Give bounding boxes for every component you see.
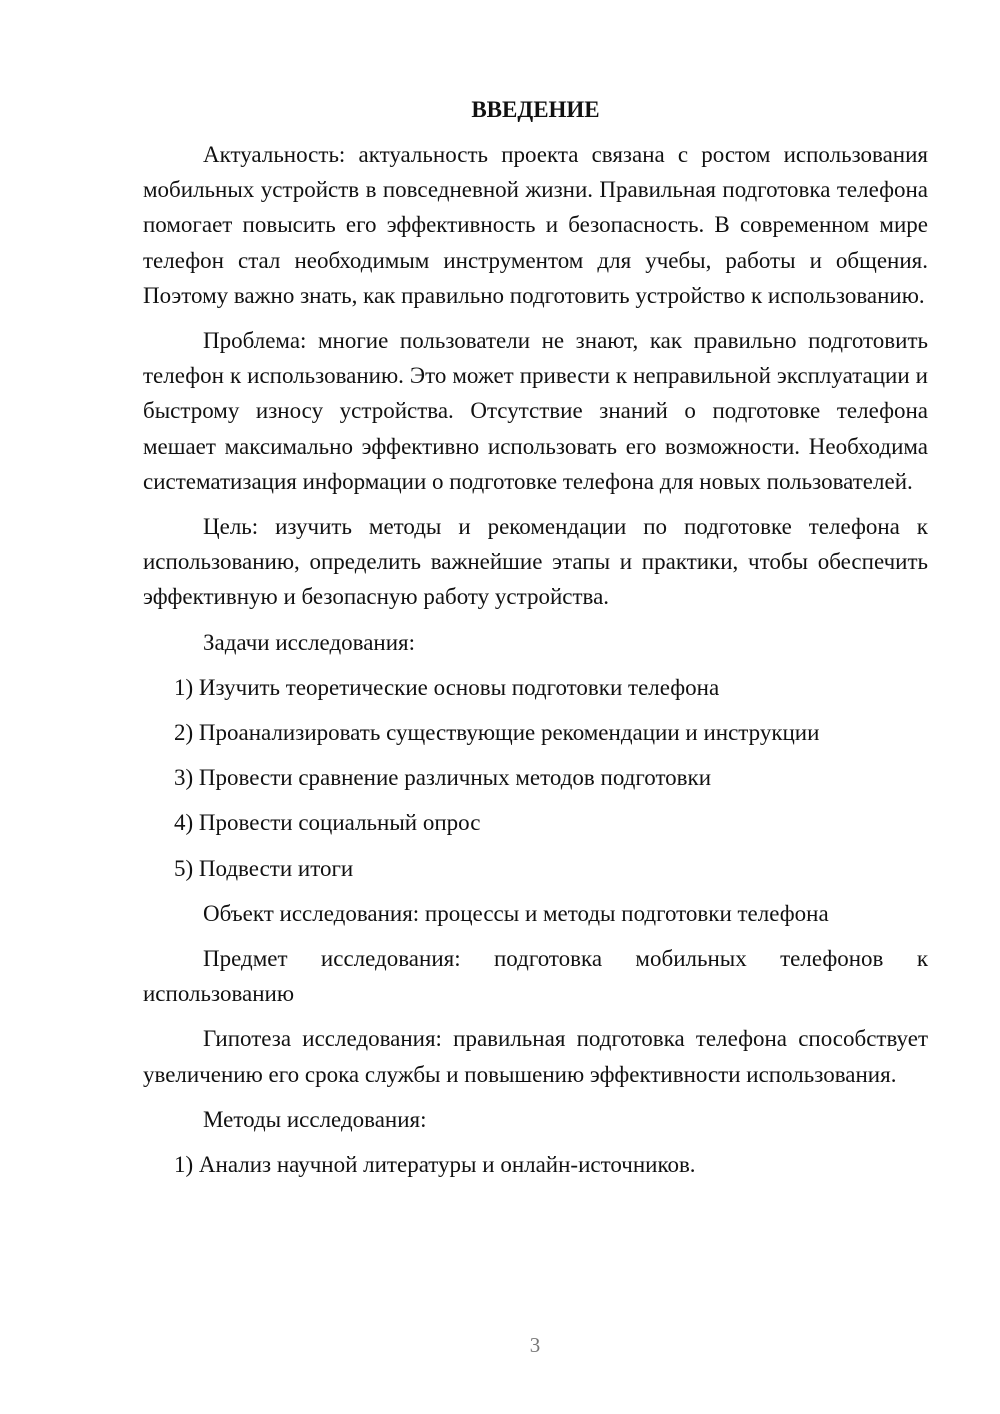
subject-paragraph: Предмет исследования: подготовка мобильных телефонов к использованию xyxy=(143,946,928,1007)
document-page xyxy=(143,92,928,1192)
tasks-title: Задачи исследования: xyxy=(203,629,416,655)
task-item: 3) Провести сравнение различных методов подготовки xyxy=(174,765,712,791)
task-item: 5) Подвести итоги xyxy=(174,855,354,881)
hypothesis-paragraph: Гипотеза исследования: правильная подготовка телефона способствует увеличению его срока службы и повышению эффективности использования. xyxy=(143,1026,928,1087)
object-line: Объект исследования: процессы и методы подготовки телефона xyxy=(203,900,829,926)
section-heading: ВВЕДЕНИЕ xyxy=(471,97,600,122)
page-number: 3 xyxy=(529,1333,541,1357)
method-item: 1) Анализ научной литературы и онлайн-источников. xyxy=(174,1152,696,1178)
relevance-paragraph: Актуальность: актуальность проекта связана с ростом использования мобильных устройств в повседневной жизни. Правильная подготовка телефона помогает повысить его эффективность и безопасность. В современном мире телефон стал необходимым инструментом для учебы, работы и общения. Поэтому важно знать, как правильно подготовить устройство к использованию. xyxy=(143,142,928,308)
task-item: 2) Проанализировать существующие рекомендации и инструкции xyxy=(174,720,820,746)
task-item: 1) Изучить теоретические основы подготовки телефона xyxy=(174,674,720,700)
goal-paragraph: Цель: изучить методы и рекомендации по подготовке телефона к использованию, определить важнейшие этапы и практики, чтобы обеспечить эффективную и безопасную работу устройства. xyxy=(143,514,928,610)
methods-title: Методы исследования: xyxy=(203,1106,427,1132)
task-item: 4) Провести социальный опрос xyxy=(174,810,481,836)
problem-paragraph: Проблема: многие пользователи не знают, как правильно подготовить телефон к использованию. Это может привести к неправильной эксплуатации и быстрому износу устройства. Отсутствие знаний о подготовке телефона мешает максимально эффективно использовать его возможности. Необходима систематизация информации о подготовке телефона для новых пользователей. xyxy=(143,328,928,494)
